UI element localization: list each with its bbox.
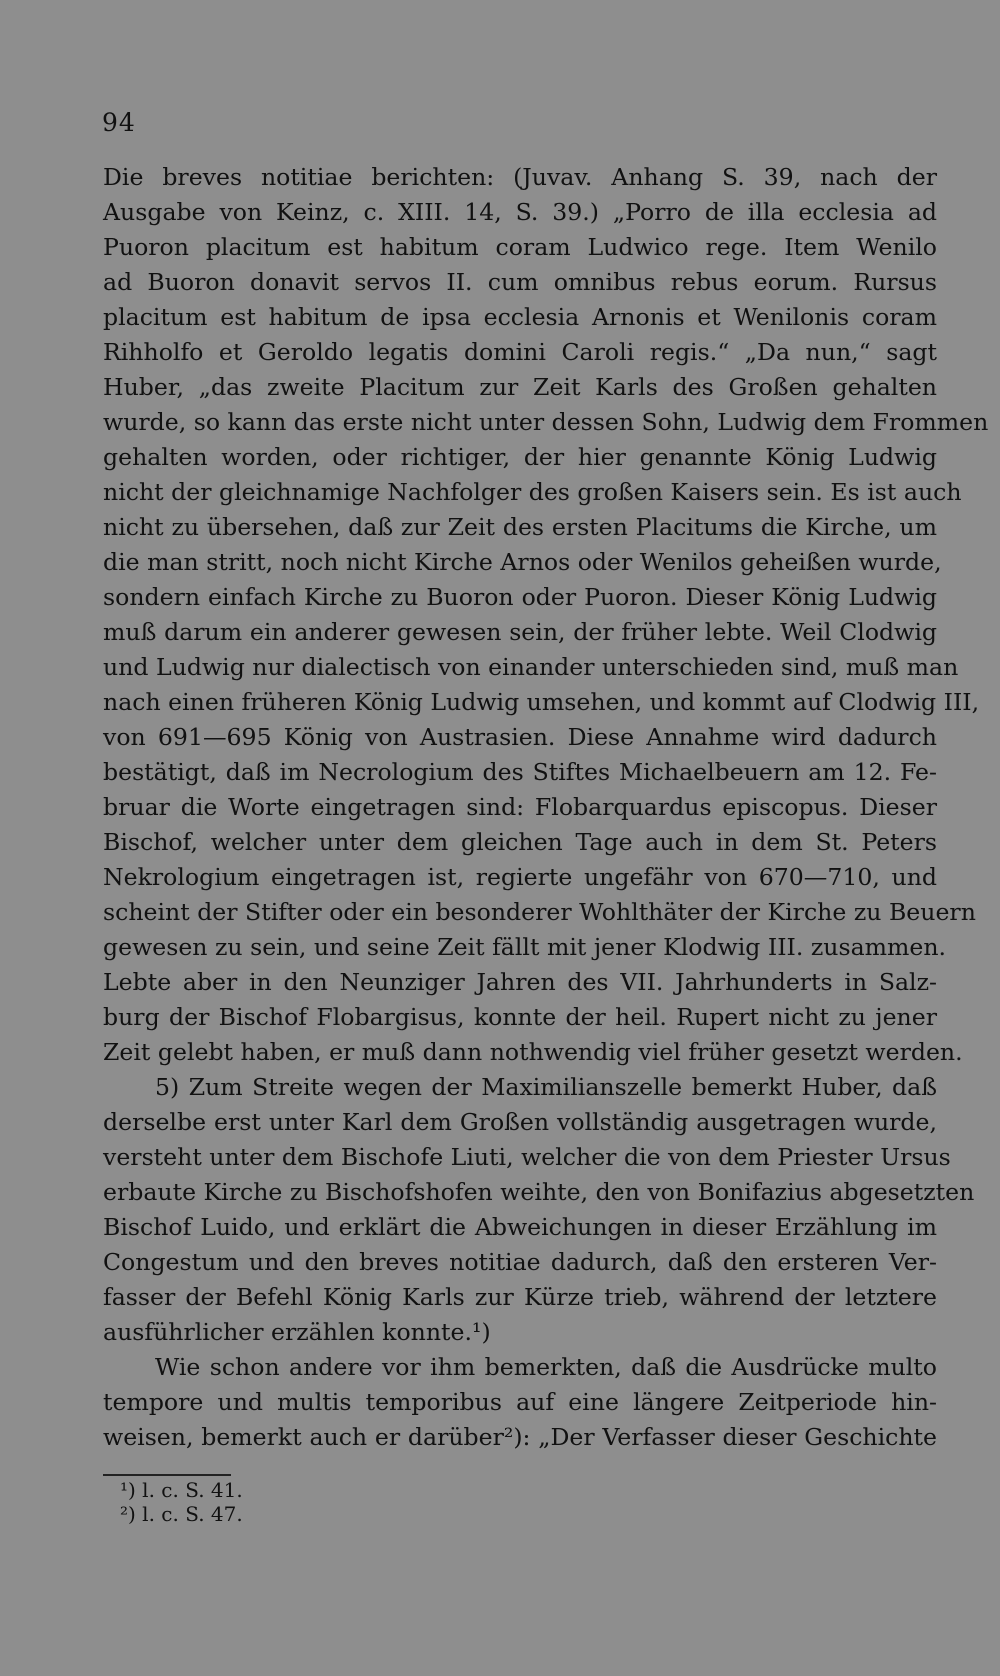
- text-line: placitum est habitum de ipsa ecclesia Arnonis et Wenilonis coram: [103, 303, 937, 331]
- text-line: Ausgabe von Keinz, c. XIII. 14, S. 39.) „Porro de illa ecclesia ad: [103, 198, 937, 226]
- text-line: von 691—695 König von Austrasien. Diese Annahme wird dadurch: [103, 723, 937, 751]
- text-line: ausführlicher erzählen konnte.¹): [103, 1318, 491, 1346]
- text-line: erbaute Kirche zu Bischofshofen weihte, den von Bonifazius abgesetzten: [103, 1178, 975, 1206]
- paragraph-start-line: Wie schon andere vor ihm bemerkten, daß die Ausdrücke multo: [155, 1353, 937, 1381]
- body-text: [103, 160, 989, 1455]
- text-line: burg der Bischof Flobargisus, konnte der heil. Rupert nicht zu jener: [103, 1003, 937, 1031]
- text-line: Lebte aber in den Neunziger Jahren des VII. Jahrhunderts in Salz-: [103, 968, 937, 996]
- text-line: muß darum ein anderer gewesen sein, der früher lebte. Weil Clodwig: [103, 618, 937, 646]
- text-line: bestätigt, daß im Necrologium des Stiftes Michaelbeuern am 12. Fe-: [103, 758, 937, 786]
- text-line: Bischof Luido, und erklärt die Abweichungen in dieser Erzählung im: [103, 1213, 937, 1241]
- text-line: Die breves notitiae berichten: (Juvav. Anhang S. 39, nach der: [103, 163, 937, 191]
- page-number: 94: [102, 108, 136, 137]
- text-line: nach einen früheren König Ludwig umsehen, und kommt auf Clodwig III,: [103, 688, 980, 716]
- text-line: Puoron placitum est habitum coram Ludwico rege. Item Wenilo: [103, 233, 937, 261]
- text-line: weisen, bemerkt auch er darüber²): „Der Verfasser dieser Geschichte: [103, 1423, 937, 1451]
- text-line: gewesen zu sein, und seine Zeit fällt mit jener Klodwig III. zusammen.: [103, 933, 947, 961]
- footnote: ¹) l. c. S. 41.: [120, 1478, 243, 1502]
- text-line: bruar die Worte eingetragen sind: Flobarquardus episcopus. Dieser: [103, 793, 937, 821]
- text-line: nicht zu übersehen, daß zur Zeit des ersten Placitums die Kirche, um: [103, 513, 937, 541]
- text-line: versteht unter dem Bischofe Liuti, welcher die von dem Priester Ursus: [103, 1143, 951, 1171]
- text-line: derselbe erst unter Karl dem Großen vollständig ausgetragen wurde,: [103, 1108, 937, 1136]
- text-line: und Ludwig nur dialectisch von einander unterschieden sind, muß man: [103, 653, 959, 681]
- text-line: sondern einfach Kirche zu Buoron oder Puoron. Dieser König Ludwig: [103, 583, 937, 611]
- text-line: ad Buoron donavit servos II. cum omnibus rebus eorum. Rursus: [103, 268, 937, 296]
- text-line: wurde, so kann das erste nicht unter dessen Sohn, Ludwig dem Frommen: [103, 408, 989, 436]
- text-line: Nekrologium eingetragen ist, regierte ungefähr von 670—710, und: [103, 863, 937, 891]
- text-line: Bischof, welcher unter dem gleichen Tage auch in dem St. Peters: [103, 828, 937, 856]
- text-line: die man stritt, noch nicht Kirche Arnos oder Wenilos geheißen wurde,: [103, 548, 942, 576]
- text-line: nicht der gleichnamige Nachfolger des großen Kaisers sein. Es ist auch: [103, 478, 962, 506]
- footnote-divider: [103, 1474, 231, 1476]
- text-line: Zeit gelebt haben, er muß dann nothwendig viel früher gesetzt werden.: [103, 1038, 963, 1066]
- footnotes: [120, 1478, 243, 1526]
- text-line: scheint der Stifter oder ein besonderer Wohlthäter der Kirche zu Beuern: [103, 898, 976, 926]
- text-line: Rihholfo et Geroldo legatis domini Caroli regis.“ „Da nun,“ sagt: [103, 338, 937, 366]
- text-line: gehalten worden, oder richtiger, der hier genannte König Ludwig: [103, 443, 937, 471]
- paragraph-start-line: 5) Zum Streite wegen der Maximilianszelle bemerkt Huber, daß: [155, 1073, 937, 1101]
- text-line: fasser der Befehl König Karls zur Kürze trieb, während der letztere: [103, 1283, 937, 1311]
- text-line: Huber, „das zweite Placitum zur Zeit Karls des Großen gehalten: [103, 373, 937, 401]
- text-line: Congestum und den breves notitiae dadurch, daß den ersteren Ver-: [103, 1248, 937, 1276]
- text-line: tempore und multis temporibus auf eine längere Zeitperiode hin-: [103, 1388, 937, 1416]
- footnote: ²) l. c. S. 47.: [120, 1502, 243, 1526]
